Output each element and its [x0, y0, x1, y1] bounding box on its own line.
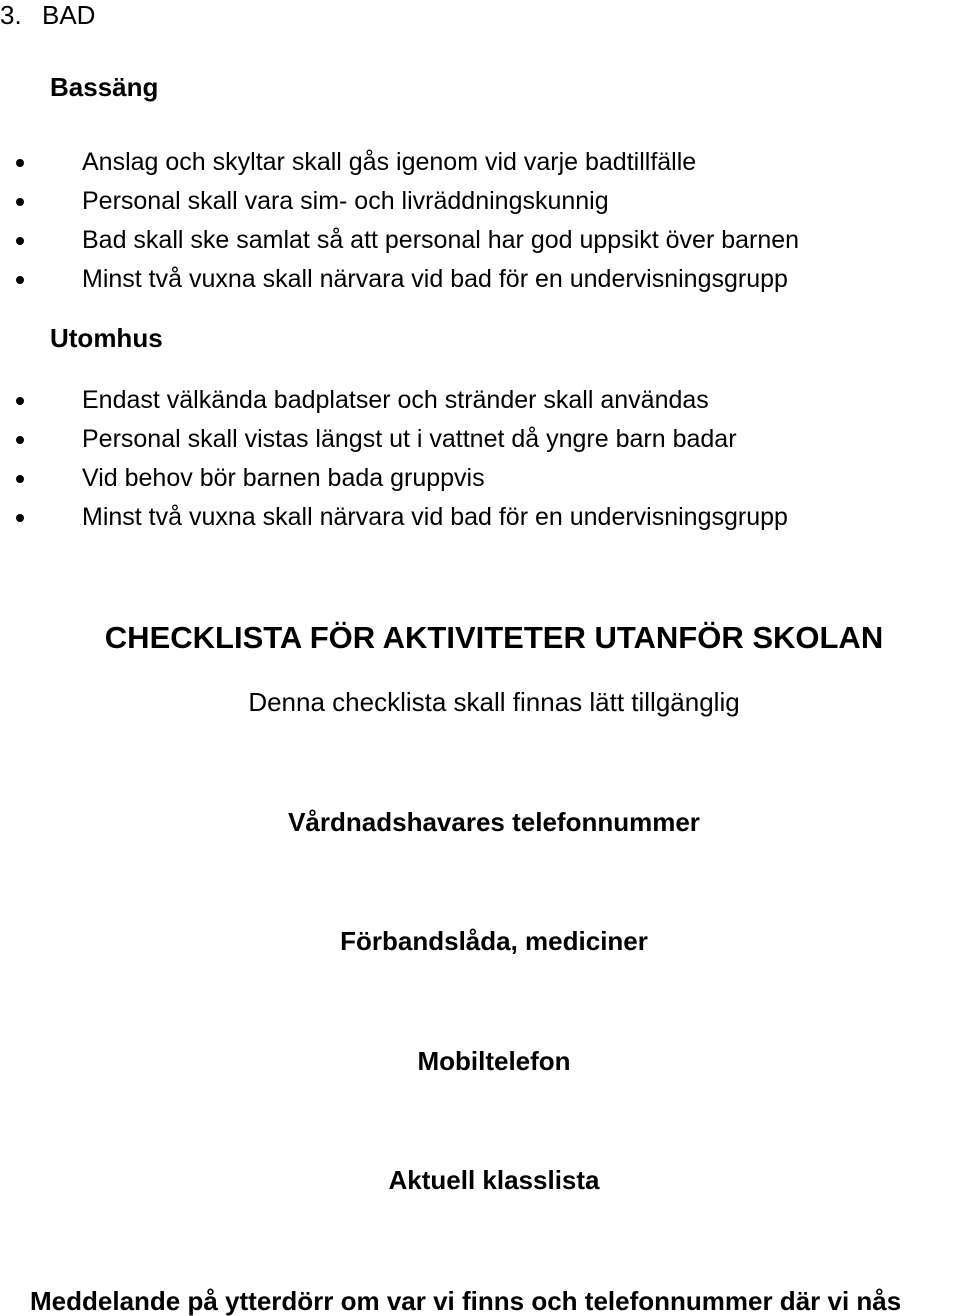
bullet-icon — [16, 436, 24, 444]
bullet-icon — [16, 514, 24, 522]
checklist-title: CHECKLISTA FÖR AKTIVITETER UTANFÖR SKOLAN — [104, 620, 884, 655]
checklist-item: Förbandslåda, mediciner — [340, 926, 648, 956]
checklist-subtitle: Denna checklista skall finnas lätt tillgänglig — [248, 687, 740, 717]
section-heading — [0, 0, 95, 30]
bullet-icon — [16, 397, 24, 405]
pool-heading: Bassäng — [50, 72, 159, 102]
bullet-icon — [16, 198, 24, 206]
outdoor-heading: Utomhus — [50, 323, 163, 353]
bullet-icon — [16, 475, 24, 483]
bullet-icon — [16, 159, 24, 167]
section-title: BAD — [42, 0, 96, 30]
checklist-item: Vårdnadshavares telefonnummer — [288, 807, 700, 837]
checklist-bottom-line: Meddelande på ytterdörr om var vi finns och telefonnummer där vi nås — [30, 1286, 902, 1316]
checklist-item: Aktuell klasslista — [388, 1165, 600, 1195]
bullet-icon — [16, 276, 24, 284]
checklist-item: Mobiltelefon — [417, 1046, 571, 1076]
section-number: 3. — [0, 0, 22, 30]
bullet-icon — [16, 237, 24, 245]
